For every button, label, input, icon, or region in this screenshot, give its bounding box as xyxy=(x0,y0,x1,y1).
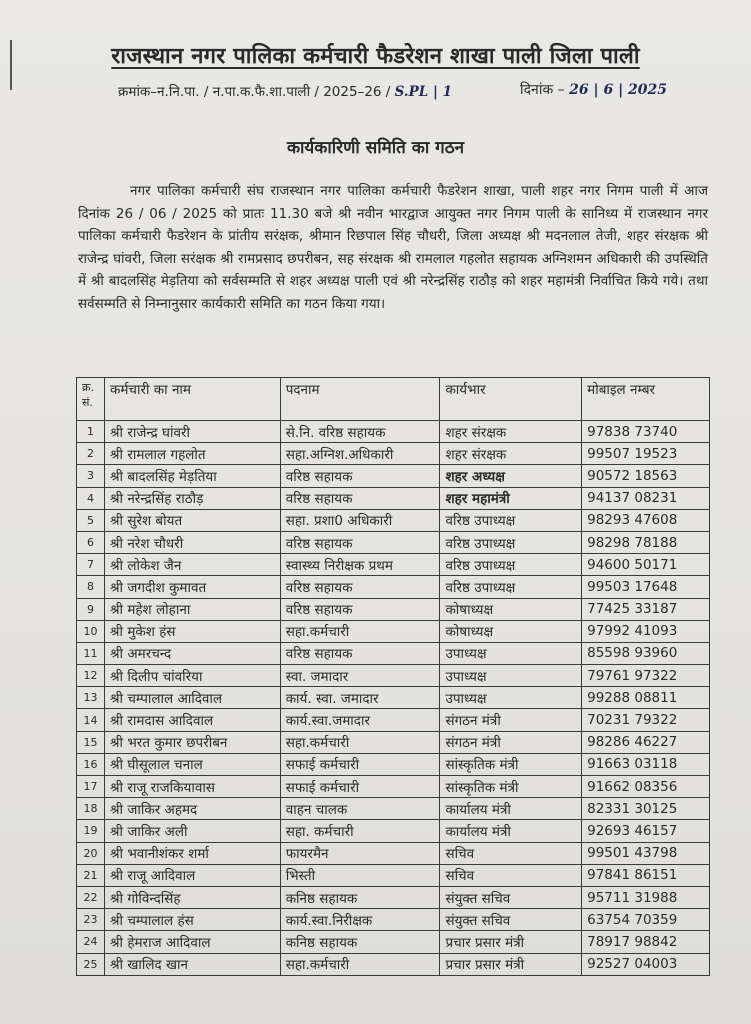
table-row xyxy=(77,665,710,687)
row-charge: शहर महामंत्री xyxy=(440,487,582,509)
row-name: श्री राजू आदिवाल xyxy=(104,864,280,886)
row-name: श्री राजू राजकियावास xyxy=(104,776,280,798)
table-row xyxy=(77,731,710,753)
row-designation: कनिष्ठ सहायक xyxy=(280,886,440,908)
table-row xyxy=(77,864,710,886)
row-charge: संगठन मंत्री xyxy=(440,709,582,731)
row-name: श्री नरेन्द्रसिंह राठौड़ xyxy=(104,487,280,509)
row-designation: फायरमैन xyxy=(280,842,440,864)
row-designation: कार्य.स्वा.निरीक्षक xyxy=(280,909,440,931)
row-name: श्री दिलीप चांवरिया xyxy=(104,665,280,687)
row-charge: वरिष्ठ उपाध्यक्ष xyxy=(440,509,582,531)
row-mobile: 98293 47608 xyxy=(582,509,710,531)
row-designation: सफाई कर्मचारी xyxy=(280,776,440,798)
row-mobile: 97841 86151 xyxy=(582,864,710,886)
row-mobile: 94600 50171 xyxy=(582,554,710,576)
row-charge: शहर अध्यक्ष xyxy=(440,465,582,487)
row-designation: भिस्ती xyxy=(280,864,440,886)
row-mobile: 91662 08356 xyxy=(582,776,710,798)
row-designation: वरिष्ठ सहायक xyxy=(280,487,440,509)
table-row xyxy=(77,421,710,443)
table-row xyxy=(77,554,710,576)
row-sn: 20 xyxy=(77,842,105,864)
row-mobile: 99503 17648 xyxy=(582,576,710,598)
table-header-row xyxy=(77,378,710,421)
row-name: श्री जगदीश कुमावत xyxy=(104,576,280,598)
row-sn: 8 xyxy=(77,576,105,598)
row-sn: 23 xyxy=(77,909,105,931)
row-designation: स्वा. जमादार xyxy=(280,665,440,687)
row-mobile: 92527 04003 xyxy=(582,953,710,975)
row-charge: वरिष्ठ उपाध्यक्ष xyxy=(440,554,582,576)
table-row xyxy=(77,509,710,531)
row-designation: कार्य.स्वा.जमादार xyxy=(280,709,440,731)
row-sn: 19 xyxy=(77,820,105,842)
row-name: श्री चम्पालाल आदिवाल xyxy=(104,687,280,709)
header-sn: क्र. सं. xyxy=(77,378,105,421)
row-designation: स्वास्थ्य निरीक्षक प्रथम xyxy=(280,554,440,576)
reference-handwritten: S.PL | 1 xyxy=(394,84,452,100)
table-row xyxy=(77,687,710,709)
row-charge: उपाध्यक्ष xyxy=(440,687,582,709)
row-charge: उपाध्यक्ष xyxy=(440,665,582,687)
table-row xyxy=(77,709,710,731)
row-charge: शहर संरक्षक xyxy=(440,443,582,465)
row-designation: सहा.कर्मचारी xyxy=(280,620,440,642)
row-name: श्री जाकिर अली xyxy=(104,820,280,842)
row-charge: कोषाध्यक्ष xyxy=(440,598,582,620)
row-mobile: 99501 43798 xyxy=(582,842,710,864)
row-mobile: 90572 18563 xyxy=(582,465,710,487)
row-name: श्री लोकेश जैन xyxy=(104,554,280,576)
table-row xyxy=(77,531,710,553)
row-sn: 5 xyxy=(77,509,105,531)
row-designation: सहा.अग्निश.अधिकारी xyxy=(280,443,440,465)
row-name: श्री सुरेश बोयत xyxy=(104,509,280,531)
row-mobile: 95711 31988 xyxy=(582,886,710,908)
row-charge: संगठन मंत्री xyxy=(440,731,582,753)
header-mobile: मोबाइल नम्बर xyxy=(582,378,710,421)
row-charge: वरिष्ठ उपाध्यक्ष xyxy=(440,576,582,598)
table-row xyxy=(77,842,710,864)
row-sn: 10 xyxy=(77,620,105,642)
row-designation: सहा. कर्मचारी xyxy=(280,820,440,842)
row-sn: 18 xyxy=(77,798,105,820)
letterhead-title: राजस्थान नगर पालिका कर्मचारी फैडरेशन शाखा पाली जिला पाली xyxy=(111,44,640,69)
row-charge: सचिव xyxy=(440,842,582,864)
table-row xyxy=(77,620,710,642)
row-charge: संयुक्त सचिव xyxy=(440,909,582,931)
row-name: श्री खालिद खान xyxy=(104,953,280,975)
row-sn: 9 xyxy=(77,598,105,620)
row-designation: सहा. प्रशा0 अधिकारी xyxy=(280,509,440,531)
row-name: श्री भरत कुमार छपरीबन xyxy=(104,731,280,753)
row-charge: शहर संरक्षक xyxy=(440,421,582,443)
table-body xyxy=(77,421,710,976)
row-sn: 16 xyxy=(77,753,105,775)
row-designation: वरिष्ठ सहायक xyxy=(280,642,440,664)
row-sn: 4 xyxy=(77,487,105,509)
row-name: श्री बादलसिंह मेड़तिया xyxy=(104,465,280,487)
row-sn: 13 xyxy=(77,687,105,709)
row-name: श्री राजेन्द्र घांवरी xyxy=(104,421,280,443)
row-name: श्री नरेश चौधरी xyxy=(104,531,280,553)
table-row xyxy=(77,776,710,798)
row-sn: 11 xyxy=(77,642,105,664)
row-name: श्री अमरचन्द xyxy=(104,642,280,664)
row-designation: वाहन चालक xyxy=(280,798,440,820)
header-name: कर्मचारी का नाम xyxy=(104,378,280,421)
row-name: श्री जाकिर अहमद xyxy=(104,798,280,820)
header-designation: पदनाम xyxy=(280,378,440,421)
row-sn: 3 xyxy=(77,465,105,487)
reference-number xyxy=(118,82,452,100)
row-name: श्री महेश लोहाना xyxy=(104,598,280,620)
row-charge: कार्यालय मंत्री xyxy=(440,798,582,820)
row-mobile: 97838 73740 xyxy=(582,421,710,443)
row-sn: 25 xyxy=(77,953,105,975)
row-mobile: 85598 93960 xyxy=(582,642,710,664)
row-charge: सांस्कृतिक मंत्री xyxy=(440,753,582,775)
row-name: श्री हेमराज आदिवाल xyxy=(104,931,280,953)
row-charge: प्रचार प्रसार मंत्री xyxy=(440,931,582,953)
row-name: श्री रामदास आदिवाल xyxy=(104,709,280,731)
row-mobile: 92693 46157 xyxy=(582,820,710,842)
row-designation: वरिष्ठ सहायक xyxy=(280,531,440,553)
row-mobile: 63754 70359 xyxy=(582,909,710,931)
table-row xyxy=(77,576,710,598)
table-row xyxy=(77,820,710,842)
row-sn: 15 xyxy=(77,731,105,753)
date-label: दिनांक – xyxy=(520,82,565,98)
table-row xyxy=(77,953,710,975)
row-sn: 22 xyxy=(77,886,105,908)
row-mobile: 94137 08231 xyxy=(582,487,710,509)
letter-date xyxy=(520,80,667,99)
row-sn: 17 xyxy=(77,776,105,798)
row-sn: 14 xyxy=(77,709,105,731)
row-designation: वरिष्ठ सहायक xyxy=(280,576,440,598)
row-name: श्री रामलाल गहलोत xyxy=(104,443,280,465)
table-row xyxy=(77,909,710,931)
row-sn: 24 xyxy=(77,931,105,953)
row-mobile: 98298 78188 xyxy=(582,531,710,553)
row-name: श्री भवानीशंकर शर्मा xyxy=(104,842,280,864)
date-handwritten: 26 | 6 | 2025 xyxy=(569,82,667,98)
row-mobile: 70231 79322 xyxy=(582,709,710,731)
row-name: श्री मुकेश हंस xyxy=(104,620,280,642)
row-mobile: 79761 97322 xyxy=(582,665,710,687)
table-row xyxy=(77,642,710,664)
row-charge: सांस्कृतिक मंत्री xyxy=(440,776,582,798)
row-designation: सफाई कर्मचारी xyxy=(280,753,440,775)
reference-printed: क्रमांक–न.नि.पा. / न.पा.क.फै.शा.पाली / 2025–26 / xyxy=(118,84,391,100)
row-charge: कोषाध्यक्ष xyxy=(440,620,582,642)
row-mobile: 78917 98842 xyxy=(582,931,710,953)
row-charge: प्रचार प्रसार मंत्री xyxy=(440,953,582,975)
body-text: नगर पालिका कर्मचारी संघ राजस्थान नगर पालिका कर्मचारी फैडरेशन शाखा, पाली शहर नगर निगम पाली में आज दिनांक 26 / 06 / 2025 को प्रातः 11.30 बजे श्री नवीन भारद्वाज आयुक्त नगर निगम पाली के सानिध्य में राजस्थान नगर पालिका कर्मचारी फैडरेशन के प्रांतीय सरंक्षक, श्रीमान रिछपाल सिंह चौधरी, जिला अध्यक्ष श्री मदनलाल तेजी, शहर संरक्षक श्री राजेन्द्र घांवरी, जिला सरंक्षक श्री रामप्रसाद छपरीबन, सह संरक्षक श्री रामलाल गहलोत सहायक अग्निशमन अधिकारी की उपस्थिति में श्री बादलसिंह मेड़तिया को सर्वसम्मति से शहर अध्यक्ष पाली एवं श्री नरेन्द्रसिंह राठौड़ को शहर महामंत्री निर्वाचित किये गये। तथा सर्वसम्मति से निम्नानुसार कार्यकारी समिति का गठन किया गया। xyxy=(78,183,708,312)
row-designation: कार्य. स्वा. जमादार xyxy=(280,687,440,709)
committee-table xyxy=(76,377,710,976)
body-paragraph xyxy=(78,180,708,316)
row-name: श्री घीसूलाल चनाल xyxy=(104,753,280,775)
row-designation: कनिष्ठ सहायक xyxy=(280,931,440,953)
row-mobile: 99507 19523 xyxy=(582,443,710,465)
table-row xyxy=(77,798,710,820)
row-charge: उपाध्यक्ष xyxy=(440,642,582,664)
row-mobile: 98286 46227 xyxy=(582,731,710,753)
table-row xyxy=(77,443,710,465)
row-charge: संयुक्त सचिव xyxy=(440,886,582,908)
table-row xyxy=(77,465,710,487)
row-sn: 12 xyxy=(77,665,105,687)
row-charge: वरिष्ठ उपाध्यक्ष xyxy=(440,531,582,553)
row-designation: से.नि. वरिष्ठ सहायक xyxy=(280,421,440,443)
row-sn: 21 xyxy=(77,864,105,886)
row-charge: सचिव xyxy=(440,864,582,886)
row-sn: 1 xyxy=(77,421,105,443)
row-sn: 2 xyxy=(77,443,105,465)
table-row xyxy=(77,886,710,908)
row-designation: सहा.कर्मचारी xyxy=(280,731,440,753)
row-mobile: 97992 41093 xyxy=(582,620,710,642)
row-sn: 7 xyxy=(77,554,105,576)
row-sn: 6 xyxy=(77,531,105,553)
row-mobile: 91663 03118 xyxy=(582,753,710,775)
row-mobile: 99288 08811 xyxy=(582,687,710,709)
row-name: श्री गोविन्दसिंह xyxy=(104,886,280,908)
row-designation: सहा.कर्मचारी xyxy=(280,953,440,975)
row-charge: कार्यालय मंत्री xyxy=(440,820,582,842)
table-row xyxy=(77,598,710,620)
subject-heading: कार्यकारिणी समिति का गठन xyxy=(286,138,465,158)
row-mobile: 82331 30125 xyxy=(582,798,710,820)
row-designation: वरिष्ठ सहायक xyxy=(280,465,440,487)
table-row xyxy=(77,753,710,775)
row-name: श्री चम्पालाल हंस xyxy=(104,909,280,931)
table-row xyxy=(77,931,710,953)
row-mobile: 77425 33187 xyxy=(582,598,710,620)
table-row xyxy=(77,487,710,509)
row-designation: वरिष्ठ सहायक xyxy=(280,598,440,620)
header-charge: कार्यभार xyxy=(440,378,582,421)
